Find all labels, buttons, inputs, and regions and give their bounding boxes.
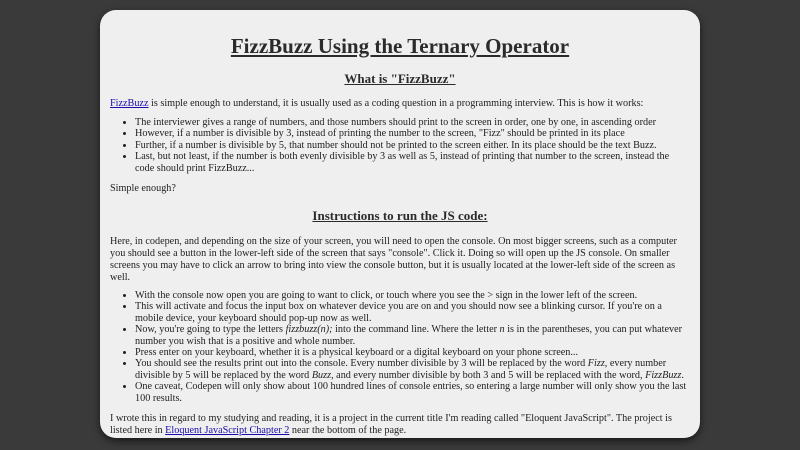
list-item: • Press enter on your keyboard, whether it is a physical keyboard or a digital keyboard on your phone screen... bbox=[135, 347, 690, 358]
intro-paragraph bbox=[110, 98, 690, 110]
section-heading-instructions: Instructions to run the JS code: bbox=[312, 208, 488, 224]
text-segment: You should see the results print out into the console. Every number divisible by 3 will be replaced by the word bbox=[135, 358, 588, 370]
word-fizzbuzz: FizzBuzz bbox=[645, 369, 682, 381]
page-title: FizzBuzz Using the Ternary Operator bbox=[230, 34, 570, 58]
text-segment: Now, you're going to type the letters bbox=[135, 324, 286, 336]
list-item: • This will activate and focus the input box on whatever device you are on and you should now see a blinking cursor. If you're on a mobile device, your keyboard should pop-up now as well. bbox=[135, 301, 690, 324]
simple-enough-text: Simple enough? bbox=[110, 183, 176, 195]
text-segment: . bbox=[681, 369, 684, 381]
code-fizzbuzz-call: fizzbuzz(n); bbox=[285, 324, 333, 336]
intro-text: is simple enough to understand, it is usually used as a coding question in a programming interview. This is how it works: bbox=[148, 98, 644, 109]
text-segment: into the command line. Where the letter bbox=[332, 324, 500, 336]
text-segment: , and every number divisible by both 3 and 5 will be replaced with the word, bbox=[331, 369, 646, 381]
word-fizz: Fizz bbox=[587, 358, 605, 370]
list-item: • Further, if a number is divisible by 5, that number should not be printed to the screen either. In its place should be the text Buzz. bbox=[135, 140, 690, 151]
text-segment: is in the parentheses, you can put whatever number you wish that is a positive and whole number. bbox=[135, 324, 683, 347]
instructions-list bbox=[110, 290, 690, 404]
instructions-paragraph: Here, in codepen, and depending on the size of your screen, you will need to open the console. On most bigger screens, such as a computer you should see a button in the lower-left side of the screen that says "console". Click it. Doing so will open up the JS console. On smaller screens you may have to click an arrow to bring into view the console button, but it is usually located at the lower-left side of the screen as well. bbox=[110, 236, 677, 284]
list-item: • One caveat, Codepen will only show about 100 hundred lines of console entries, so entering a large number will only show you the last 100 results. bbox=[135, 381, 690, 404]
eloquent-js-chapter-link[interactable]: Eloquent JavaScript Chapter 2 bbox=[165, 425, 290, 437]
list-item bbox=[135, 358, 690, 381]
word-buzz: Buzz bbox=[311, 369, 332, 381]
section-heading-what-is-fizzbuzz: What is "FizzBuzz" bbox=[344, 71, 456, 86]
fizzbuzz-rules-list bbox=[110, 117, 690, 174]
list-item bbox=[135, 324, 690, 347]
variable-n: n bbox=[499, 324, 505, 336]
list-item: • Last, but not least, if the number is both evenly divisible by 3 as well as 5, instead of printing that number to the screen, instead the code should print FizzBuzz... bbox=[135, 151, 690, 174]
footer-text: I wrote this in regard to my studying and reading, it is a project in the current title I'm reading called "Eloquent JavaScript". The project is listed here in bbox=[110, 413, 672, 437]
list-item: • The interviewer gives a range of numbers, and those numbers should print to the screen in order, one by one, in ascending order bbox=[135, 117, 690, 128]
list-item: • With the console now open you are going to want to click, or touch where you see the > sign in the lower left of the screen. bbox=[135, 290, 690, 301]
content-card bbox=[100, 10, 700, 438]
fizzbuzz-link[interactable]: FizzBuzz bbox=[110, 98, 149, 109]
footer-paragraph bbox=[110, 413, 690, 437]
text-segment: , every number divisible by 5 will be replaced by the word bbox=[135, 358, 667, 381]
list-item: • However, if a number is divisible by 3, instead of printing the number to the screen, "Fizz" should be printed in its place bbox=[135, 128, 690, 139]
footer-text-end: near the bottom of the page. bbox=[289, 425, 407, 437]
